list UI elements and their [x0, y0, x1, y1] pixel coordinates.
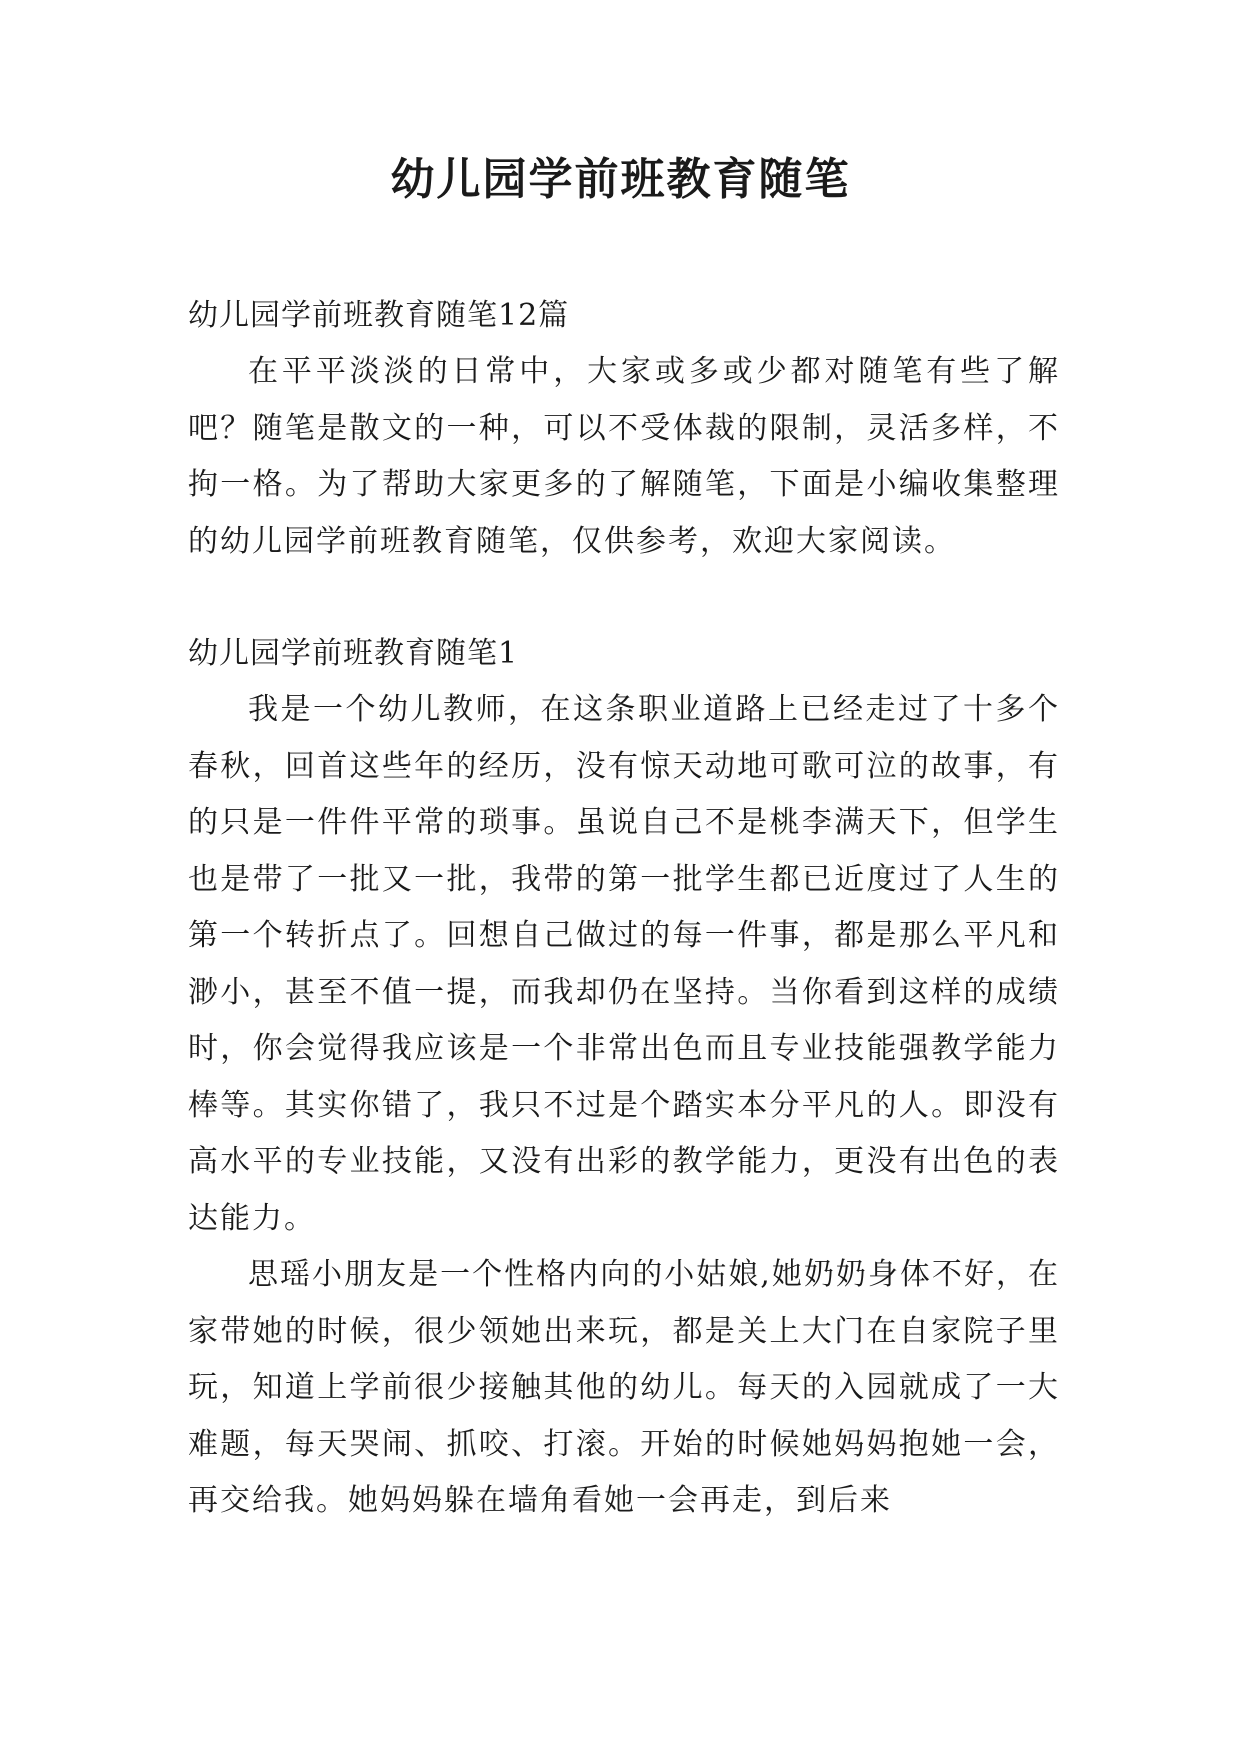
section1-heading: 幼儿园学前班教育随笔1: [188, 636, 519, 671]
intro-heading: 幼儿园学前班教育随笔12篇: [188, 298, 570, 333]
section1-paragraph-2: 思瑶小朋友是一个性格内向的小姑娘,她奶奶身体不好，在家带她的时候，很少领她出来玩，都是关上大门在自家院子里玩，知道上学前很少接触其他的幼儿。每天的入园就成了一大难题，每天哭闹、抓咬、打滚。开始的时候她妈妈抱她一会，再交给我。她妈妈躲在墙角看她一会再走，到后来: [188, 1257, 1060, 1518]
document-title: 幼儿园学前班教育随笔: [390, 154, 851, 205]
document-body: [188, 288, 1060, 1530]
section-spacer: [188, 570, 1060, 626]
section1-paragraph-1: 我是一个幼儿教师，在这条职业道路上已经走过了十多个春秋，回首这些年的经历，没有惊天动地可歌可泣的故事，有的只是一件件平常的琐事。虽说自己不是桃李满天下，但学生也是带了一批又一批，我带的第一批学生都已近度过了人生的第一个转折点了。回想自己做过的每一件事，都是那么平凡和渺小，甚至不值一提，而我却仍在坚持。当你看到这样的成绩时，你会觉得我应该是一个非常出色而且专业技能强教学能力棒等。其实你错了，我只不过是个踏实本分平凡的人。即没有高水平的专业技能，又没有出彩的教学能力，更没有出色的表达能力。: [188, 692, 1060, 1236]
intro-paragraph: 在平平淡淡的日常中，大家或多或少都对随笔有些了解吧？随笔是散文的一种，可以不受体裁的限制，灵活多样，不拘一格。为了帮助大家更多的了解随笔，下面是小编收集整理的幼儿园学前班教育随笔，仅供参考，欢迎大家阅读。: [188, 354, 1060, 559]
